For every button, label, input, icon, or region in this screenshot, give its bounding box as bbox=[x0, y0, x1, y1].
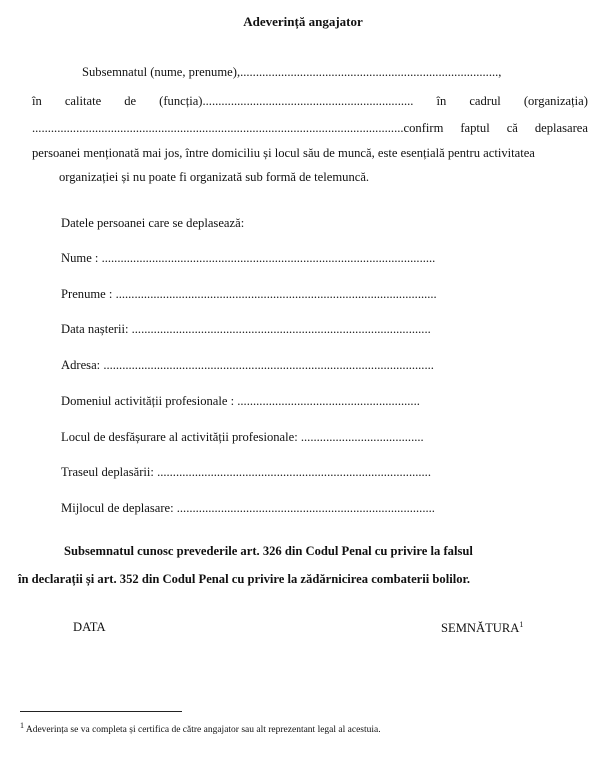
intro-word: calitate bbox=[64, 94, 102, 108]
intro-word: de bbox=[124, 94, 137, 108]
footnote-marker: 1 bbox=[20, 721, 24, 730]
field-prenume: Prenume : ...................................................................................................... bbox=[61, 287, 437, 301]
intro-word: cadrul bbox=[469, 94, 501, 108]
field-traseul-deplasarii: Traseul deplasării: ....................................................................................... bbox=[61, 465, 431, 479]
document-title: Adeverință angajator bbox=[243, 14, 363, 29]
intro-word: deplasarea bbox=[534, 121, 588, 135]
declaration-line-2: în declarații și art. 352 din Codul Penal cu privire la zădărnicirea combaterii bolilor. bbox=[18, 572, 471, 586]
section-heading: Datele persoanei care se deplasează: bbox=[61, 216, 245, 230]
field-locul-desfasurare: Locul de desfășurare al activității profesionale: ....................................... bbox=[61, 430, 424, 444]
field-adresa: Adresa: ......................................................................................................... bbox=[61, 358, 434, 372]
intro-word: ......................................................................................................................confirm bbox=[32, 121, 444, 135]
intro-word: (organizația) bbox=[523, 94, 588, 108]
signature-label bbox=[441, 620, 523, 636]
intro-line-3 bbox=[32, 121, 588, 136]
footnote-divider bbox=[20, 711, 182, 712]
footnote bbox=[20, 721, 381, 735]
intro-line-2 bbox=[32, 94, 588, 109]
intro-line-1: Subsemnatul (nume, prenume),.................................................................................., bbox=[82, 65, 502, 79]
intro-word: că bbox=[506, 121, 518, 135]
field-nume: Nume : .......................................................................................................... bbox=[61, 251, 436, 265]
footnote-text: Adeverința se va completa și certifica de către angajator sau alt reprezentant legal al acestuia. bbox=[25, 725, 381, 736]
field-domeniul-activitatii: Domeniul activității profesionale : .......................................................... bbox=[61, 394, 420, 408]
footnote-reference: 1 bbox=[519, 620, 524, 629]
intro-word: faptul bbox=[460, 121, 490, 135]
field-data-nasterii: Data nașterii: ............................................................................................... bbox=[61, 322, 431, 336]
declaration-line-1: Subsemnatul cunosc prevederile art. 326 din Codul Penal cu privire la falsul bbox=[64, 544, 473, 558]
intro-line-4: persoanei menționată mai jos, între domiciliu și locul său de muncă, este esențială pentru activitatea bbox=[32, 146, 535, 160]
intro-line-5: organizației și nu poate fi organizată sub formă de telemuncă. bbox=[59, 170, 370, 184]
intro-word: în bbox=[32, 94, 42, 108]
field-mijlocul-deplasare: Mijlocul de deplasare: .................................................................................. bbox=[61, 501, 435, 515]
intro-word: în bbox=[436, 94, 447, 108]
date-label: DATA bbox=[73, 620, 106, 634]
signature-text: SEMNĂTURA bbox=[441, 621, 520, 636]
intro-word: (funcția)................................................................... bbox=[159, 94, 414, 108]
